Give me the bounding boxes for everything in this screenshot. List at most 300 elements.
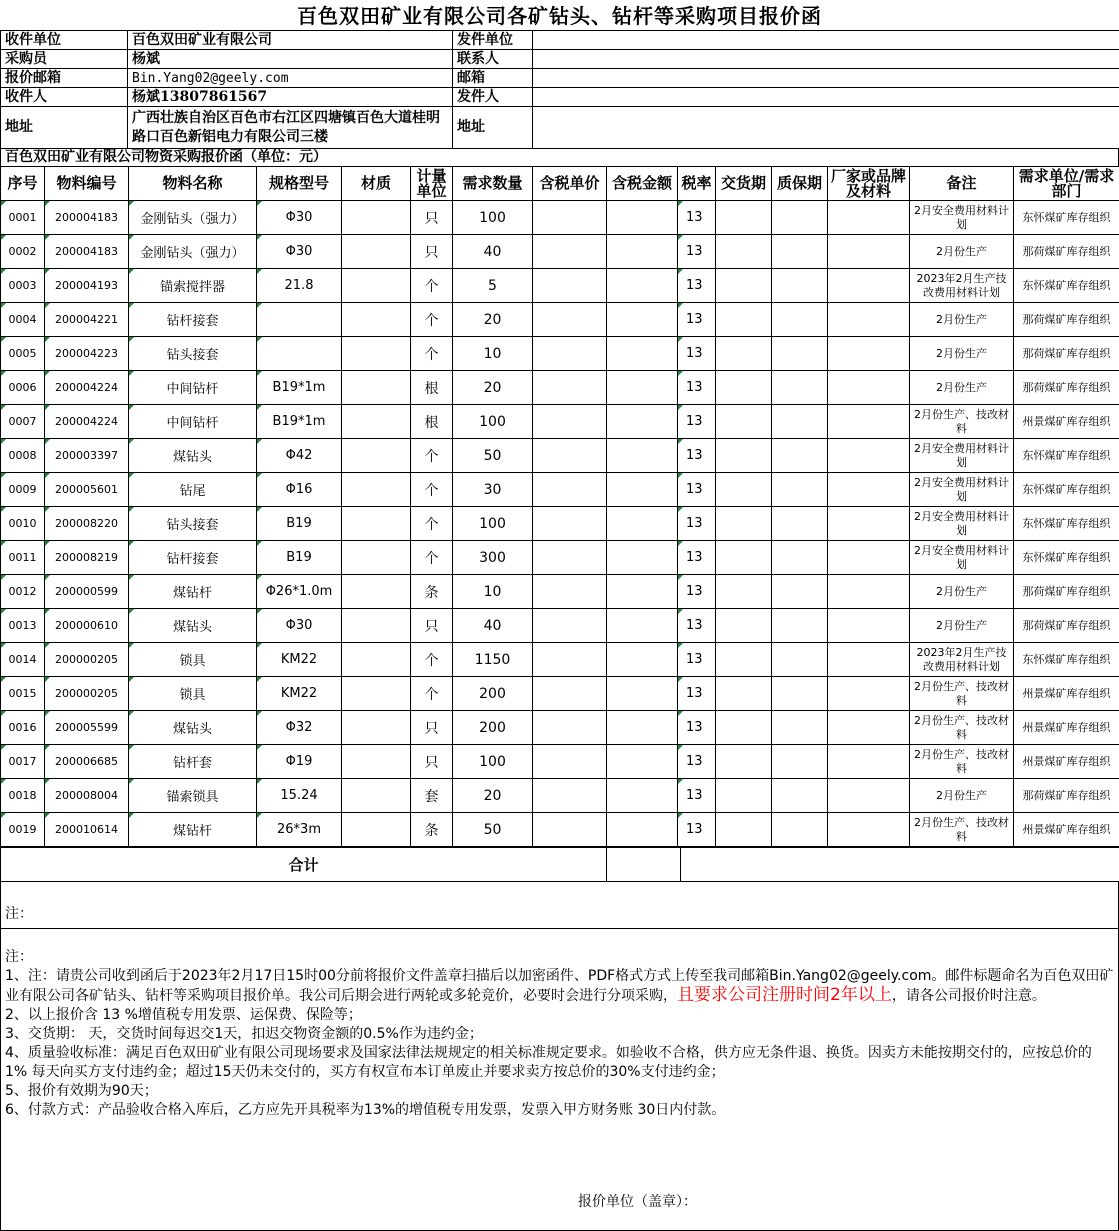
row-number: 0019 [1,813,45,847]
recv-unit-label: 收件单位 [1,31,128,50]
term-1 [5,967,1114,1006]
table-row [1,439,1119,473]
unit-cell: 个 [411,337,453,371]
contact-value[interactable] [533,50,1119,69]
remark-cell: 2月安全费用材料计划 [910,473,1014,507]
dept-cell: 东怀煤矿库存组织 [1014,269,1119,303]
spec-model: B19*1m [257,405,342,439]
dept-cell: 那荷煤矿库存组织 [1014,235,1119,269]
brand-input[interactable] [828,337,910,371]
quantity-cell: 50 [453,439,533,473]
spec-model: Φ42 [257,439,342,473]
quantity-cell: 100 [453,405,533,439]
delivery-input[interactable] [716,813,772,847]
amount-input[interactable] [607,745,678,779]
warranty-input[interactable] [772,643,828,677]
material-name: 钻头接套 [129,507,257,541]
unit-cell: 个 [411,439,453,473]
material-code: 200004223 [45,337,129,371]
page-title: 百色双田矿业有限公司各矿钻头、钻杆等采购项目报价函 [297,4,822,28]
material-code: 200004224 [45,371,129,405]
address-value: 广西壮族自治区百色市右江区四塘镇百色大道桂明路口百色新铝电力有限公司三楼 [128,107,453,149]
unit-price-input[interactable] [533,201,607,235]
material-cell[interactable] [342,439,411,473]
unit-cell: 个 [411,303,453,337]
amount-input[interactable] [607,201,678,235]
material-cell[interactable] [342,813,411,847]
material-name: 煤钻头 [129,711,257,745]
brand-input[interactable] [828,439,910,473]
sender-value[interactable] [533,88,1119,107]
unit-cell: 个 [411,269,453,303]
unit-price-input[interactable] [533,813,607,847]
brand-input[interactable] [828,609,910,643]
amount-input[interactable] [607,337,678,371]
quantity-cell: 10 [453,575,533,609]
table-row [1,507,1119,541]
unit-price-input[interactable] [533,269,607,303]
warranty-input[interactable] [772,507,828,541]
tax-rate: 13 [678,473,716,507]
term-3: 3、交货期： 天，交货时间每迟交1天，扣迟交物资金额的0.5%作为违约金； [5,1026,483,1042]
spec-model: B19 [257,541,342,575]
unit-price-input[interactable] [533,507,607,541]
send-unit-value[interactable] [533,31,1119,50]
column-header: 需求数量 [453,167,533,201]
amount-input[interactable] [607,575,678,609]
unit-price-input[interactable] [533,779,607,813]
unit-cell: 条 [411,575,453,609]
dept-cell: 那荷煤矿库存组织 [1014,779,1119,813]
warranty-input[interactable] [772,779,828,813]
delivery-input[interactable] [716,269,772,303]
warranty-input[interactable] [772,541,828,575]
warranty-input[interactable] [772,439,828,473]
material-code: 200008004 [45,779,129,813]
row-number: 0001 [1,201,45,235]
address2-label: 地址 [453,107,533,149]
delivery-input[interactable] [716,439,772,473]
material-code: 200004224 [45,405,129,439]
unit-price-input[interactable] [533,337,607,371]
dept-cell: 那荷煤矿库存组织 [1014,337,1119,371]
delivery-input[interactable] [716,201,772,235]
material-code: 200008219 [45,541,129,575]
total-table [0,847,1119,882]
material-name: 钻杆套 [129,745,257,779]
column-header: 备注 [910,167,1014,201]
address2-value[interactable] [533,107,1119,149]
material-name: 中间钻杆 [129,405,257,439]
delivery-input[interactable] [716,303,772,337]
dept-cell: 那荷煤矿库存组织 [1014,303,1119,337]
dept-cell: 那荷煤矿库存组织 [1014,371,1119,405]
brand-input[interactable] [828,507,910,541]
material-code: 200004221 [45,303,129,337]
row-number: 0014 [1,643,45,677]
terms-box [0,929,1119,1231]
material-cell[interactable] [342,473,411,507]
column-header: 含税单价 [533,167,607,201]
row-number: 0018 [1,779,45,813]
material-cell[interactable] [342,303,411,337]
delivery-input[interactable] [716,779,772,813]
delivery-input[interactable] [716,711,772,745]
remark-cell: 2月份生产 [910,779,1014,813]
remark-cell: 2月安全费用材料计划 [910,439,1014,473]
delivery-input[interactable] [716,609,772,643]
unit-price-input[interactable] [533,439,607,473]
delivery-input[interactable] [716,677,772,711]
amount-input[interactable] [607,405,678,439]
amount-input[interactable] [607,643,678,677]
total-amount[interactable] [681,848,1119,882]
mailbox-label: 邮箱 [453,69,533,88]
delivery-input[interactable] [716,507,772,541]
table-row [1,575,1119,609]
material-code: 200003397 [45,439,129,473]
quantity-cell: 100 [453,745,533,779]
table-row [1,235,1119,269]
row-number: 0006 [1,371,45,405]
spec-model: 15.24 [257,779,342,813]
material-code: 200000610 [45,609,129,643]
recv-unit-value: 百色双田矿业有限公司 [128,31,453,50]
remark-cell: 2月份生产 [910,575,1014,609]
material-name: 中间钻杆 [129,371,257,405]
material-code: 200008220 [45,507,129,541]
remark-cell: 2月份生产 [910,303,1014,337]
brand-input[interactable] [828,779,910,813]
tax-rate: 13 [678,677,716,711]
tax-rate: 13 [678,813,716,847]
amount-input[interactable] [607,711,678,745]
material-cell[interactable] [342,745,411,779]
warranty-input[interactable] [772,405,828,439]
amount-input[interactable] [607,269,678,303]
unit-price-input[interactable] [533,609,607,643]
buyer-value: 杨斌 [128,50,453,69]
material-name: 钻杆接套 [129,303,257,337]
term-1-highlight: 且要求公司注册时间2年以上 [677,985,892,1005]
amount-input[interactable] [607,371,678,405]
quantity-cell: 200 [453,711,533,745]
material-cell[interactable] [342,201,411,235]
material-cell[interactable] [342,609,411,643]
warranty-input[interactable] [772,337,828,371]
delivery-input[interactable] [716,643,772,677]
row-number: 0008 [1,439,45,473]
email-value: Bin.Yang02@geely.com [128,69,453,88]
brand-input[interactable] [828,643,910,677]
row-number: 0015 [1,677,45,711]
unit-price-input[interactable] [533,371,607,405]
tax-rate: 13 [678,507,716,541]
unit-cell: 根 [411,371,453,405]
term-4: 4、质量验收标准：满足百色双田矿业有限公司现场要求及国家法律法规规定的相关标准规定要求。如验收不合格，供方应无条件退、换货。因卖方未能按期交付的，应按总价的1% 每天向买方支付违约金；超过15天仍未交付的，买方有权宣布本订单废止并要求卖方按总价的30%支付违约金； [5,1045,1092,1080]
unit-cell: 只 [411,711,453,745]
brand-input[interactable] [828,711,910,745]
column-header: 厂家或品牌及材料 [828,167,910,201]
quantity-cell: 300 [453,541,533,575]
tax-rate: 13 [678,269,716,303]
term-2: 2、以上报价含 13 %增值税专用发票、运保费、保险等； [5,1007,362,1023]
material-name: 钻头接套 [129,337,257,371]
amount-input[interactable] [607,439,678,473]
column-header: 含税金额 [607,167,678,201]
total-label: 合计 [1,848,607,882]
spec-model: B19*1m [257,371,342,405]
warranty-input[interactable] [772,303,828,337]
remark-cell: 2月安全费用材料计划 [910,507,1014,541]
term-5: 5、报价有效期为90天； [5,1083,158,1099]
material-name: 煤钻杆 [129,813,257,847]
unit-price-input[interactable] [533,711,607,745]
dept-cell: 东怀煤矿库存组织 [1014,473,1119,507]
tax-rate: 13 [678,303,716,337]
unit-cell: 套 [411,779,453,813]
mailbox-value[interactable] [533,69,1119,88]
unit-cell: 只 [411,609,453,643]
remark-cell: 2月安全费用材料计划 [910,541,1014,575]
table-row [1,745,1119,779]
unit-price-input[interactable] [533,677,607,711]
tax-rate: 13 [678,575,716,609]
spec-model: Φ32 [257,711,342,745]
material-code: 200005599 [45,711,129,745]
unit-price-input[interactable] [533,405,607,439]
material-name: 金刚钻头（强力） [129,201,257,235]
brand-input[interactable] [828,541,910,575]
quantity-cell: 40 [453,609,533,643]
material-cell[interactable] [342,235,411,269]
dept-cell: 那荷煤矿库存组织 [1014,575,1119,609]
tax-rate: 13 [678,337,716,371]
tax-rate: 13 [678,745,716,779]
material-name: 钻杆接套 [129,541,257,575]
sender-label: 发件人 [453,88,533,107]
warranty-input[interactable] [772,745,828,779]
column-header: 物料编号 [45,167,129,201]
unit-price-input[interactable] [533,303,607,337]
unit-price-input[interactable] [533,541,607,575]
delivery-input[interactable] [716,575,772,609]
brand-input[interactable] [828,575,910,609]
material-cell[interactable] [342,779,411,813]
warranty-input[interactable] [772,235,828,269]
remark-cell: 2月份生产、技改材料 [910,677,1014,711]
amount-input[interactable] [607,235,678,269]
material-name: 煤钻头 [129,609,257,643]
unit-price-input[interactable] [533,745,607,779]
table-row [1,303,1119,337]
unit-price-input[interactable] [533,473,607,507]
brand-input[interactable] [828,405,910,439]
delivery-input[interactable] [716,473,772,507]
material-cell[interactable] [342,677,411,711]
delivery-input[interactable] [716,235,772,269]
material-code: 200000599 [45,575,129,609]
amount-input[interactable] [607,303,678,337]
dept-cell: 东怀煤矿库存组织 [1014,541,1119,575]
tax-rate: 13 [678,235,716,269]
tax-rate: 13 [678,711,716,745]
quantity-cell: 20 [453,779,533,813]
table-row [1,269,1119,303]
material-code: 200000205 [45,643,129,677]
spec-model: B19 [257,507,342,541]
material-cell[interactable] [342,269,411,303]
brand-input[interactable] [828,201,910,235]
row-number: 0007 [1,405,45,439]
amount-input[interactable] [607,541,678,575]
unit-cell: 个 [411,541,453,575]
remark-cell: 2月份生产 [910,235,1014,269]
amount-input[interactable] [607,813,678,847]
spec-model: Φ19 [257,745,342,779]
info-table [0,30,1119,149]
column-header: 税率 [678,167,716,201]
quantity-cell: 40 [453,235,533,269]
tax-rate: 13 [678,371,716,405]
tax-rate: 13 [678,439,716,473]
table-row [1,643,1119,677]
spec-model: Φ30 [257,201,342,235]
row-number: 0002 [1,235,45,269]
dept-cell: 州景煤矿库存组织 [1014,711,1119,745]
remark-cell: 2月份生产 [910,371,1014,405]
amount-input[interactable] [607,779,678,813]
warranty-input[interactable] [772,609,828,643]
tax-rate: 13 [678,405,716,439]
tax-rate: 13 [678,643,716,677]
row-number: 0017 [1,745,45,779]
quantity-cell: 100 [453,201,533,235]
dept-cell: 东怀煤矿库存组织 [1014,507,1119,541]
send-unit-label: 发件单位 [453,31,533,50]
brand-input[interactable] [828,473,910,507]
material-cell[interactable] [342,541,411,575]
material-cell[interactable] [342,643,411,677]
unit-cell: 条 [411,813,453,847]
amount-input[interactable] [607,473,678,507]
dept-cell: 州景煤矿库存组织 [1014,813,1119,847]
brand-input[interactable] [828,371,910,405]
delivery-input[interactable] [716,745,772,779]
tax-rate: 13 [678,609,716,643]
table-row [1,711,1119,745]
material-cell[interactable] [342,371,411,405]
unit-price-input[interactable] [533,235,607,269]
material-cell[interactable] [342,405,411,439]
remark-cell: 2023年2月生产技改费用材料计划 [910,269,1014,303]
material-code: 200004183 [45,201,129,235]
address-label: 地址 [1,107,128,149]
material-cell[interactable] [342,507,411,541]
table-subtitle: 百色双田矿业有限公司物资采购报价函（单位：元） [0,148,1119,166]
table-row [1,371,1119,405]
amount-input[interactable] [607,507,678,541]
unit-cell: 个 [411,643,453,677]
material-code: 200004183 [45,235,129,269]
material-cell[interactable] [342,337,411,371]
brand-input[interactable] [828,745,910,779]
unit-price-input[interactable] [533,643,607,677]
quantity-cell: 1150 [453,643,533,677]
remark-cell: 2月份生产 [910,337,1014,371]
total-unit-price[interactable] [607,848,681,882]
warranty-input[interactable] [772,813,828,847]
warranty-input[interactable] [772,371,828,405]
brand-input[interactable] [828,813,910,847]
warranty-input[interactable] [772,711,828,745]
material-cell[interactable] [342,575,411,609]
quantity-cell: 100 [453,507,533,541]
material-name: 锁具 [129,677,257,711]
spec-model: Φ30 [257,235,342,269]
quantity-cell: 30 [453,473,533,507]
dept-cell: 那荷煤矿库存组织 [1014,609,1119,643]
dept-cell: 东怀煤矿库存组织 [1014,643,1119,677]
amount-input[interactable] [607,677,678,711]
brand-input[interactable] [828,677,910,711]
quantity-cell: 20 [453,371,533,405]
column-header: 需求单位/需求部门 [1014,167,1119,201]
warranty-input[interactable] [772,677,828,711]
warranty-input[interactable] [772,473,828,507]
unit-cell: 个 [411,473,453,507]
table-row [1,609,1119,643]
column-header: 计量单位 [411,167,453,201]
amount-input[interactable] [607,609,678,643]
terms-head: 注： [5,949,33,965]
brand-input[interactable] [828,303,910,337]
brand-input[interactable] [828,235,910,269]
tax-rate: 13 [678,541,716,575]
delivery-input[interactable] [716,405,772,439]
material-name: 金刚钻头（强力） [129,235,257,269]
dept-cell: 州景煤矿库存组织 [1014,677,1119,711]
table-row [1,677,1119,711]
material-code: 200010614 [45,813,129,847]
warranty-input[interactable] [772,575,828,609]
table-row [1,337,1119,371]
row-number: 0016 [1,711,45,745]
remark-cell: 2月份生产、技改材料 [910,813,1014,847]
remark-cell: 2月份生产、技改材料 [910,711,1014,745]
warranty-input[interactable] [772,201,828,235]
row-number: 0009 [1,473,45,507]
column-header: 物料名称 [129,167,257,201]
delivery-input[interactable] [716,337,772,371]
unit-cell: 只 [411,235,453,269]
unit-price-input[interactable] [533,575,607,609]
spec-model: Φ30 [257,609,342,643]
signature-label: 报价单位（盖章）： [578,1194,697,1210]
spec-model [257,303,342,337]
row-number: 0003 [1,269,45,303]
remark-cell: 2月安全费用材料计划 [910,201,1014,235]
delivery-input[interactable] [716,541,772,575]
dept-cell: 州景煤矿库存组织 [1014,745,1119,779]
delivery-input[interactable] [716,371,772,405]
spec-model: KM22 [257,677,342,711]
brand-input[interactable] [828,269,910,303]
warranty-input[interactable] [772,269,828,303]
table-row [1,201,1119,235]
tax-rate: 13 [678,201,716,235]
material-cell[interactable] [342,711,411,745]
